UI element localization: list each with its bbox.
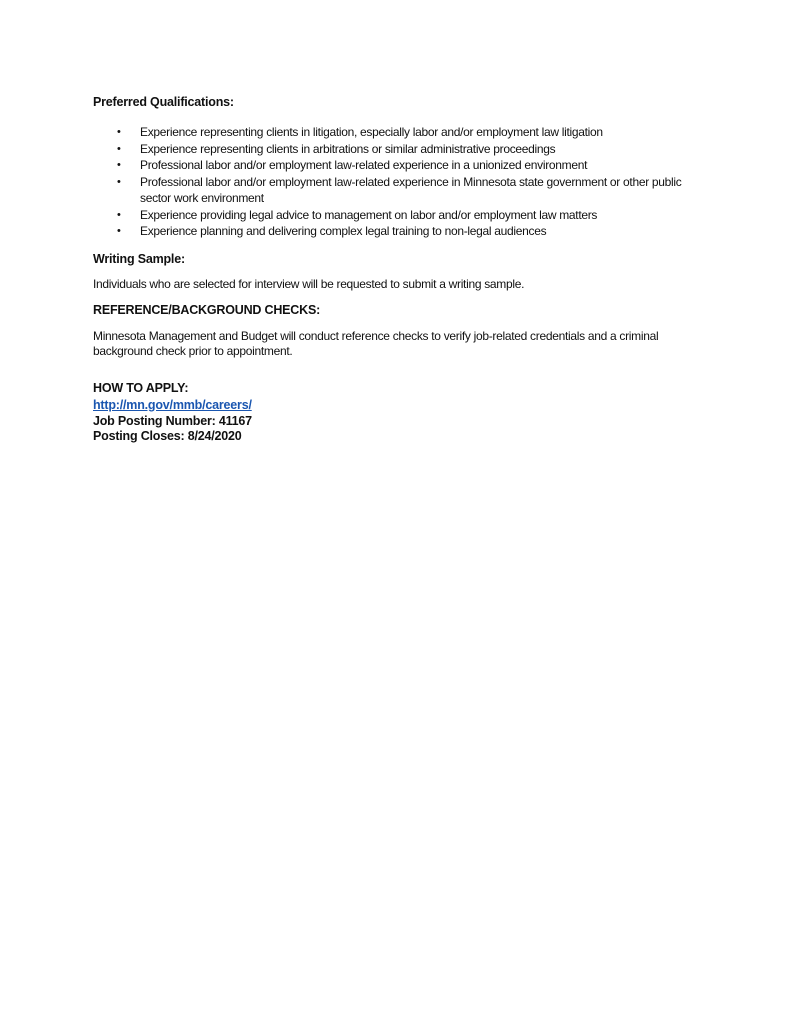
list-item-text: Experience representing clients in arbitrations or similar administrative proceedings — [140, 141, 556, 156]
list-item — [93, 124, 713, 141]
posting-closes-date: Posting Closes: 8/24/2020 — [93, 428, 242, 443]
list-item-text: Professional labor and/or employment law-related experience in a unionized environment — [140, 158, 588, 172]
preferred-qualifications-list — [93, 124, 713, 240]
bullet-icon: • — [117, 208, 121, 221]
how-to-apply-heading: HOW TO APPLY: — [93, 380, 189, 395]
reference-checks-text: Minnesota Management and Budget will conduct reference checks to verify job-related credentials and a criminal background check prior to appointment. — [93, 328, 659, 358]
writing-sample-heading: Writing Sample: — [93, 251, 185, 266]
reference-checks-heading: REFERENCE/BACKGROUND CHECKS: — [93, 302, 321, 317]
list-item-text: Experience planning and delivering complex legal training to non-legal audiences — [140, 224, 547, 238]
bullet-icon: • — [117, 175, 121, 188]
list-item — [93, 141, 713, 158]
job-posting-number: Job Posting Number: 41167 — [93, 413, 252, 428]
bullet-icon: • — [117, 225, 121, 237]
careers-link[interactable]: http://mn.gov/mmb/careers/ — [93, 397, 252, 412]
list-item-text: Experience providing legal advice to management on labor and/or employment law matters — [140, 207, 598, 222]
how-to-apply-section — [93, 381, 713, 444]
document-content — [93, 95, 713, 444]
preferred-qualifications-heading: Preferred Qualifications: — [93, 95, 234, 109]
list-item — [93, 207, 713, 224]
list-item — [93, 157, 713, 174]
bullet-icon: • — [117, 126, 121, 138]
list-item — [93, 174, 713, 207]
list-item-text: Experience representing clients in litigation, especially labor and/or employment law litigation — [140, 125, 603, 139]
bullet-icon: • — [117, 159, 121, 171]
list-item-text: Professional labor and/or employment law-related experience in Minnesota state government or other public sector work environment — [140, 174, 682, 205]
list-item — [93, 223, 713, 240]
bullet-icon: • — [117, 142, 121, 155]
writing-sample-text: Individuals who are selected for interview will be requested to submit a writing sample. — [93, 276, 525, 291]
